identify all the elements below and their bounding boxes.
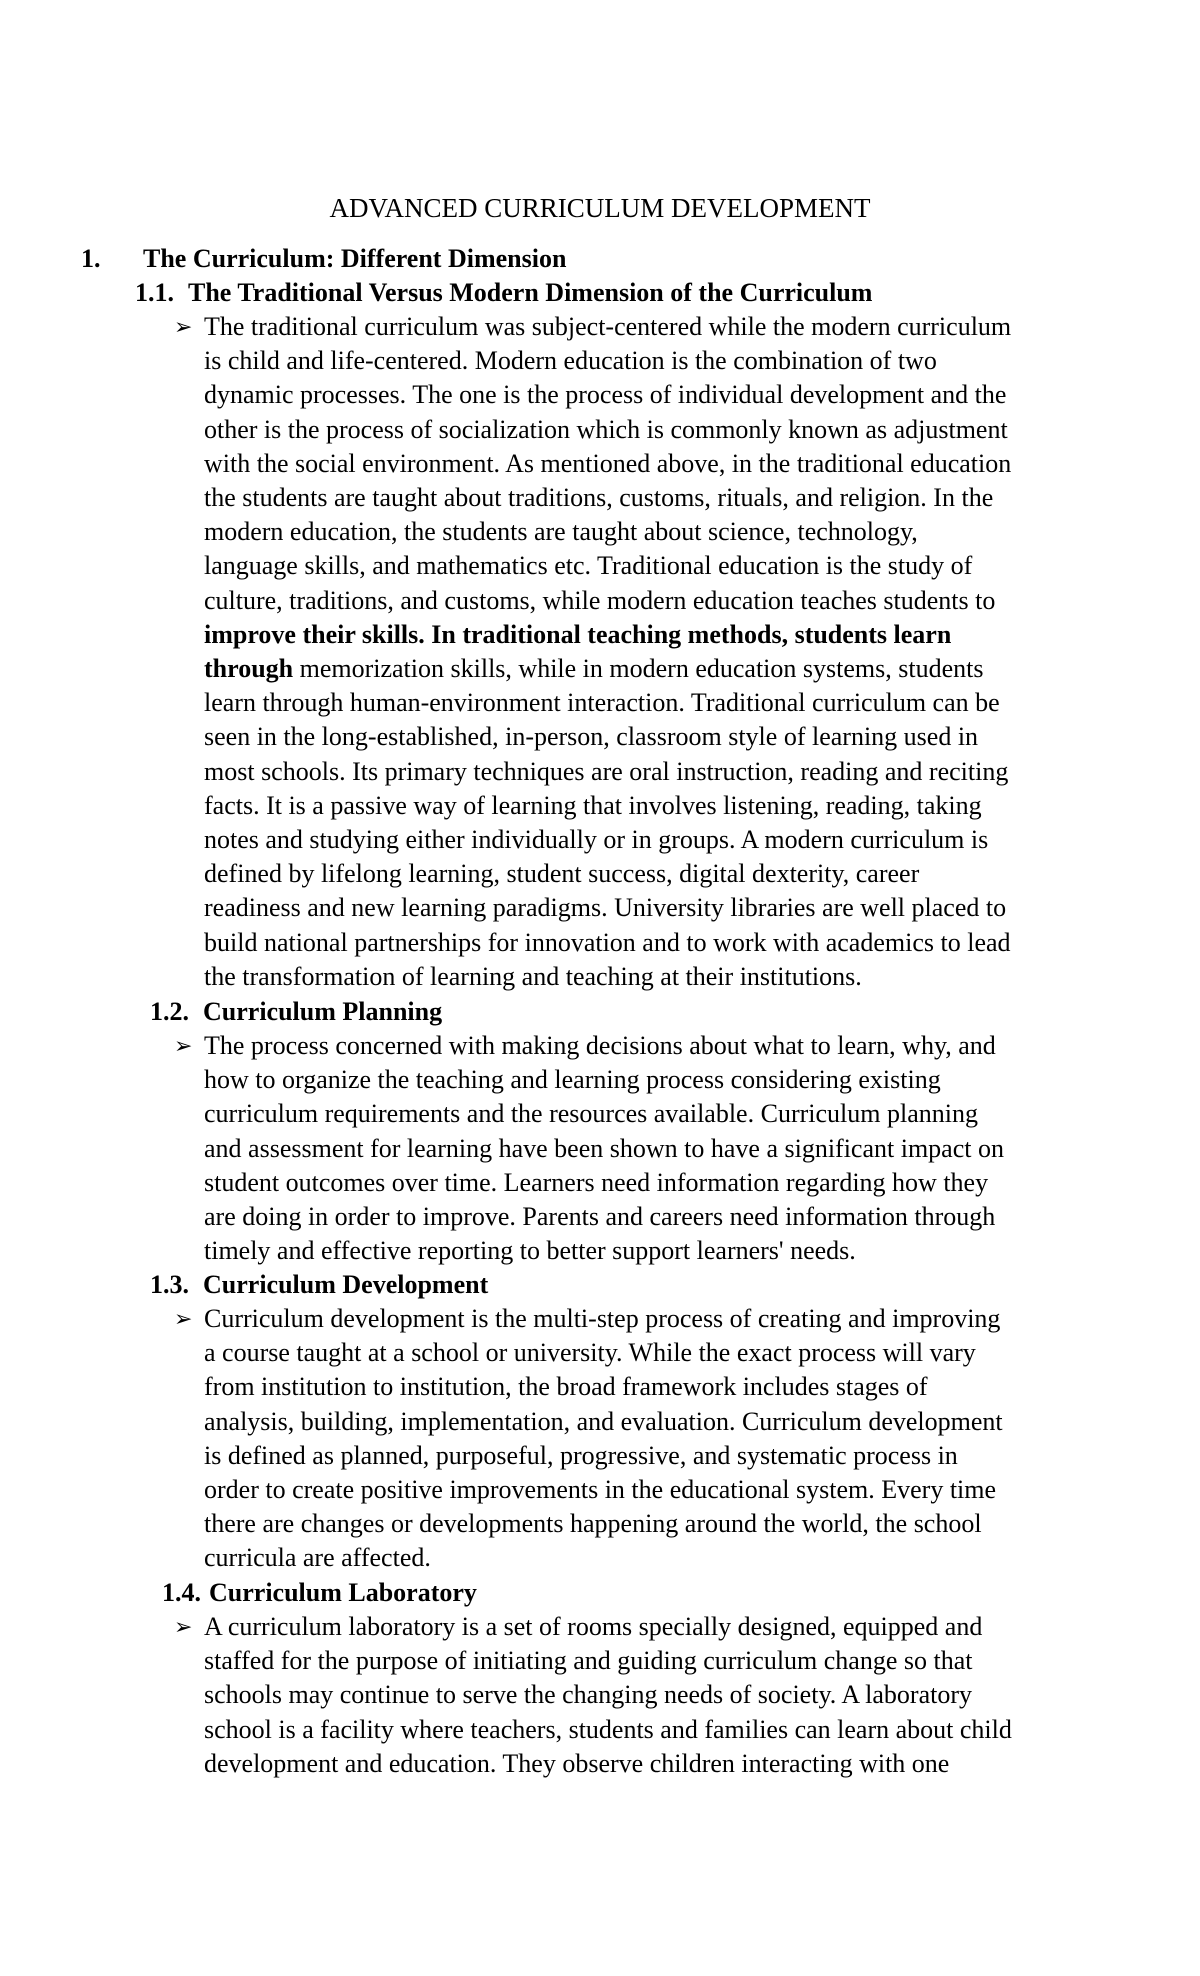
text-line: The traditional curriculum was subject-centered while the modern curriculum [204, 312, 1012, 341]
text-line: other is the process of socialization which is commonly known as adjustment [204, 414, 1008, 444]
section-heading-1-2 [150, 995, 442, 1029]
text-line: curricula are affected. [204, 1543, 431, 1573]
text-line: schools may continue to serve the changing needs of society. A laboratory [204, 1680, 973, 1710]
text-line: modern education, the students are taught about science, technology, [204, 517, 918, 547]
text-line: analysis, building, implementation, and evaluation. Curriculum development [204, 1406, 1003, 1436]
bullet-arrow-icon: ➢ [174, 1033, 193, 1058]
text-line: facts. It is a passive way of learning that involves listening, reading, taking [204, 790, 982, 820]
section-number: 1.2. [150, 997, 189, 1026]
section-heading-1-4 [162, 1576, 477, 1610]
chapter-title: The Curriculum: Different Dimension [143, 244, 567, 273]
bullet-arrow-icon: ➢ [174, 314, 193, 339]
text-line: is child and life-centered. Modern education is the combination of two [204, 346, 937, 376]
bullet-arrow-icon: ➢ [174, 1614, 193, 1639]
bold-text: through [204, 654, 294, 684]
text-line: curriculum requirements and the resources available. Curriculum planning [204, 1099, 978, 1129]
bullet-arrow-icon: ➢ [174, 1306, 193, 1331]
section-title: Curriculum Development [203, 1270, 489, 1299]
text-line: The process concerned with making decisions about what to learn, why, and [204, 1031, 996, 1060]
text-line: readiness and new learning paradigms. University libraries are well placed to [204, 893, 1007, 923]
text-line: learn through human-environment interaction. Traditional curriculum can be [204, 688, 1000, 718]
text-line: there are changes or developments happening around the world, the school [204, 1509, 982, 1539]
text-line: culture, traditions, and customs, while modern education teaches students to [204, 585, 996, 615]
text-line: and assessment for learning have been shown to have a significant impact on [204, 1133, 1004, 1163]
section-heading-1-3 [150, 1268, 488, 1302]
chapter-number: 1. [81, 244, 101, 273]
text-line: the transformation of learning and teaching at their institutions. [204, 961, 862, 991]
text-line: most schools. Its primary techniques are oral instruction, reading and reciting [204, 756, 1009, 786]
section-number: 1.4. [162, 1578, 201, 1607]
section-paragraph-1-4 [204, 1610, 1084, 1781]
text-line: with the social environment. As mentioned above, in the traditional education [204, 448, 1012, 478]
text-line: defined by lifelong learning, student success, digital dexterity, career [204, 859, 920, 889]
text-line: notes and studying either individually or in groups. A modern curriculum is [204, 825, 989, 855]
text-line: school is a facility where teachers, students and families can learn about child [204, 1714, 1012, 1744]
text-line: language skills, and mathematics etc. Traditional education is the study of [204, 551, 973, 581]
text-line: Curriculum development is the multi-step process of creating and improving [204, 1304, 1001, 1333]
text-line: a course taught at a school or university. While the exact process will vary [204, 1338, 976, 1368]
text-line: is defined as planned, purposeful, progressive, and systematic process in [204, 1440, 958, 1470]
section-paragraph-1-3 [204, 1302, 1084, 1576]
text-line: timely and effective reporting to better support learners' needs. [204, 1236, 856, 1266]
text-line: build national partnerships for innovation and to work with academics to lead [204, 927, 1011, 957]
section-number: 1.3. [150, 1270, 189, 1299]
document-title: ADVANCED CURRICULUM DEVELOPMENT [329, 193, 871, 223]
text-line: A curriculum laboratory is a set of rooms specially designed, equipped and [204, 1612, 983, 1641]
text-line: student outcomes over time. Learners need information regarding how they [204, 1167, 989, 1197]
text-line: staffed for the purpose of initiating and guiding curriculum change so that [204, 1646, 973, 1676]
chapter-heading [81, 242, 566, 276]
section-title: Curriculum Planning [203, 997, 443, 1026]
section-title: Curriculum Laboratory [209, 1578, 477, 1607]
text-line: order to create positive improvements in the educational system. Every time [204, 1475, 997, 1505]
mixed-text-line [204, 652, 1084, 686]
text-line: the students are taught about traditions, customs, rituals, and religion. In the [204, 483, 994, 513]
section-number: 1.1. [135, 278, 174, 307]
section-paragraph-1-2 [204, 1029, 1084, 1268]
section-paragraph-1-1 [204, 310, 1084, 994]
section-heading-1-1 [135, 276, 872, 310]
text: memorization skills, while in modern education systems, students [293, 654, 984, 684]
text-line: how to organize the teaching and learning process considering existing [204, 1065, 941, 1095]
section-title: The Traditional Versus Modern Dimension of the Curriculum [188, 278, 873, 307]
bold-text-line: improve their skills. In traditional teaching methods, students learn [204, 619, 952, 649]
text-line: dynamic processes. The one is the process of individual development and the [204, 380, 1007, 410]
text-line: are doing in order to improve. Parents and careers need information through [204, 1202, 996, 1232]
text-line: seen in the long-established, in-person, classroom style of learning used in [204, 722, 979, 752]
text-line: from institution to institution, the broad framework includes stages of [204, 1372, 928, 1402]
text-line: development and education. They observe children interacting with one [204, 1748, 950, 1778]
